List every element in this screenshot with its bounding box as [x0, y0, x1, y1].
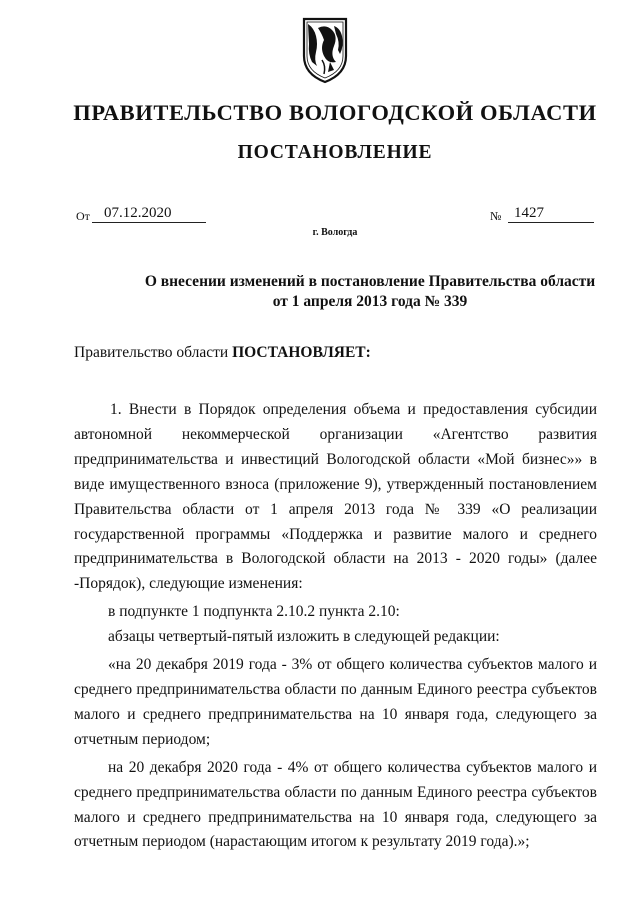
decree-keyword: ПОСТАНОВЛЯЕТ: — [232, 344, 371, 361]
document-date: 07.12.2020 — [92, 205, 206, 223]
document-body — [74, 398, 597, 855]
document-subject — [100, 272, 640, 312]
paragraph-5: на 20 декабря 2020 года - 4% от общего количества субъектов малого и среднего предпринимательства области по данным Единого реестра субъектов малого и среднего предпринимательства на 10 января года, следующего за отчетным периодом (нарастающим итогом к результату 2019 года).»; — [74, 758, 597, 851]
paragraph-3: абзацы четвертый-пятый изложить в следующей редакции: — [108, 628, 500, 646]
government-title: ПРАВИТЕЛЬСТВО ВОЛОГОДСКОЙ ОБЛАСТИ — [73, 100, 597, 125]
paragraph-1: 1. Внести в Порядок определения объема и предоставления субсидии автономной некоммерческой организации «Агентство развития предпринимательства и инвестиций Вологодской области «Мой бизнес»» в виде имущественного взноса (приложение 9), утвержденный постановлением Правительства области от 1 апреля 2013 года № 339 «О реализации государственной программы «Поддержка и развитие малого и среднего предпринимательства в Вологодской области на 2013 - 2020 годы» (далее -Порядок), следующие изменения: — [74, 401, 597, 593]
date-label: От — [76, 209, 90, 223]
document-number: 1427 — [508, 205, 594, 223]
number-label: № — [490, 209, 502, 223]
paragraph-2: в подпункте 1 подпункта 2.10.2 пункта 2.10: — [108, 603, 400, 621]
vologda-coat-of-arms-icon — [300, 16, 350, 84]
decree-prefix: Правительство области — [74, 344, 233, 361]
decree-line — [74, 344, 371, 362]
paragraph-4: «на 20 декабря 2019 года - 3% от общего количества субъектов малого и среднего предпринимательства области по данным Единого реестра субъектов малого и среднего предпринимательства на 10 января года, следующего за отчетным периодом; — [74, 656, 597, 748]
subject-line-1: О внесении изменений в постановление Правительства области — [144, 273, 596, 290]
document-type: ПОСТАНОВЛЕНИЕ — [237, 142, 433, 163]
city-label: г. Вологда — [312, 227, 358, 238]
subject-line-2: от 1 апреля 2013 года № 339 — [272, 293, 468, 310]
